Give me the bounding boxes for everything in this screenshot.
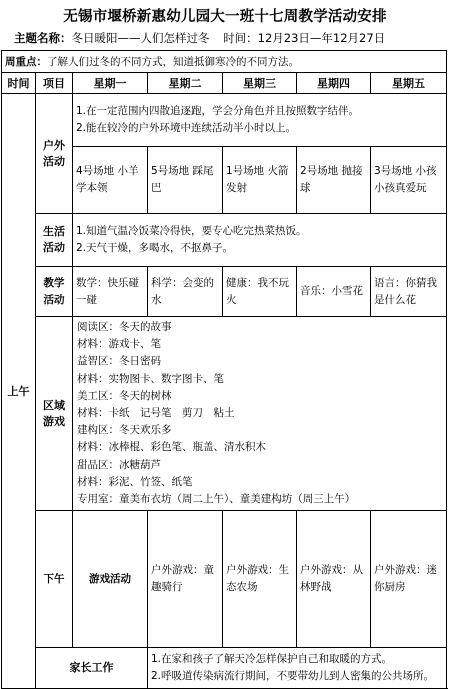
venue-tue: 5号场地 踩尾巴 <box>148 147 223 214</box>
parent-work-cell <box>148 648 447 689</box>
parent-work-item: 1.在家和孩子了解天冷怎样保护自己和取暖的方式。 <box>151 653 393 666</box>
header-day-mon: 星期一 <box>73 73 148 94</box>
area-line: 材料：卡纸 记号笔 剪刀 粘土 <box>77 407 235 420</box>
theme-and-time <box>14 30 450 46</box>
header-row <box>2 73 447 94</box>
page-title: 无锡市堰桥新惠幼儿园大一班十七周教学活动安排 <box>63 8 387 25</box>
life-row <box>2 214 447 267</box>
area-line: 美工区：冬天的树林 <box>77 389 172 402</box>
week-focus-label: 周重点： <box>5 56 47 68</box>
teaching-row <box>2 267 447 317</box>
parent-work-row <box>2 648 447 689</box>
teaching-thu: 音乐：小雪花 <box>297 267 371 317</box>
header-day-fri: 星期五 <box>371 73 447 94</box>
area-cell <box>73 317 447 511</box>
game-thu: 户外游戏：迷你厨房 <box>371 511 447 648</box>
schedule-table <box>1 50 447 689</box>
area-line: 专用室：童美布衣坊（周二上午）、童美建构坊（周三上午） <box>77 493 356 506</box>
week-focus-cell <box>2 51 447 73</box>
area-line: 材料：冰棒棍、彩色笔、瓶盖、清水积木 <box>77 441 266 454</box>
area-line: 阅读区：冬天的故事 <box>77 321 172 333</box>
game-label: 游戏活动 <box>73 511 148 648</box>
teaching-fri: 语言：你猜我是什么花 <box>371 267 447 317</box>
header-item: 项目 <box>36 73 73 94</box>
life-label: 生活活动 <box>36 214 73 267</box>
week-focus-row <box>2 51 447 73</box>
game-tue: 户外游戏：生态农场 <box>223 511 297 648</box>
afternoon-label: 下午 <box>36 511 73 648</box>
header-day-tue: 星期二 <box>148 73 223 94</box>
outdoor-rule: 1.在一定范围内四散追逐跑，学会分角色并且按照数字结伴。 <box>76 105 360 117</box>
afternoon-row <box>2 511 447 648</box>
outdoor-rule: 2.能在较冷的户外环境中连续活动半小时以上。 <box>76 122 297 134</box>
morning-label: 上午 <box>2 94 36 689</box>
life-item: 2.天气干燥，多喝水，不抠鼻子。 <box>76 242 234 254</box>
venue-wed: 1号场地 火箭发射 <box>223 147 297 214</box>
area-line: 材料：实物图卡、数字图卡、笔 <box>77 372 224 385</box>
teaching-mon: 数学：快乐碰一碰 <box>73 267 148 317</box>
theme-value: 冬日暖阳——人们怎样过冬 <box>71 31 210 45</box>
header-time: 时间 <box>2 73 36 94</box>
life-item: 1.知道气温冷饭菜冷得快，要专心吃完热菜热饭。 <box>76 225 307 237</box>
area-line: 材料：游戏卡、笔 <box>77 338 161 351</box>
venue-thu: 2号场地 抛接球 <box>297 147 371 214</box>
outdoor-label: 户外活动 <box>36 94 73 214</box>
outdoor-rules-cell <box>73 94 447 147</box>
area-label: 区域游戏 <box>36 317 73 511</box>
area-line: 材料：彩泥、竹签、纸笔 <box>77 475 193 488</box>
venue-mon: 4号场地 小羊学本领 <box>73 147 148 214</box>
area-line: 甜品区：冰糖葫芦 <box>77 458 161 471</box>
life-cell <box>73 214 447 267</box>
week-focus-text: 了解人们过冬的不同方式，知道抵御寒冷的不同方法。 <box>47 56 299 68</box>
area-row <box>2 317 447 511</box>
header-day-thu: 星期四 <box>297 73 371 94</box>
teaching-tue: 科学：会变的水 <box>148 267 223 317</box>
theme-label: 主题名称： <box>14 31 72 45</box>
time-label: 时间： <box>223 31 258 45</box>
parent-work-label: 家长工作 <box>36 648 148 689</box>
time-value: 12月23日—年12月27日 <box>257 31 386 45</box>
outdoor-rules-row <box>2 94 447 147</box>
area-line: 建构区：冬天欢乐多 <box>77 424 172 437</box>
teaching-label: 教学活动 <box>36 267 73 317</box>
game-wed: 户外游戏：从林野战 <box>297 511 371 648</box>
area-line: 益智区：冬日密码 <box>77 355 161 368</box>
game-mon: 户外游戏：童趣骑行 <box>148 511 223 648</box>
venue-fri: 3号场地 小孩小孩真爱玩 <box>371 147 447 214</box>
header-day-wed: 星期三 <box>223 73 297 94</box>
parent-work-item: 2.呼吸道传染病流行期间，不要带幼儿到人密集的公共场所。 <box>151 670 435 683</box>
teaching-wed: 健康：我不玩火 <box>223 267 297 317</box>
